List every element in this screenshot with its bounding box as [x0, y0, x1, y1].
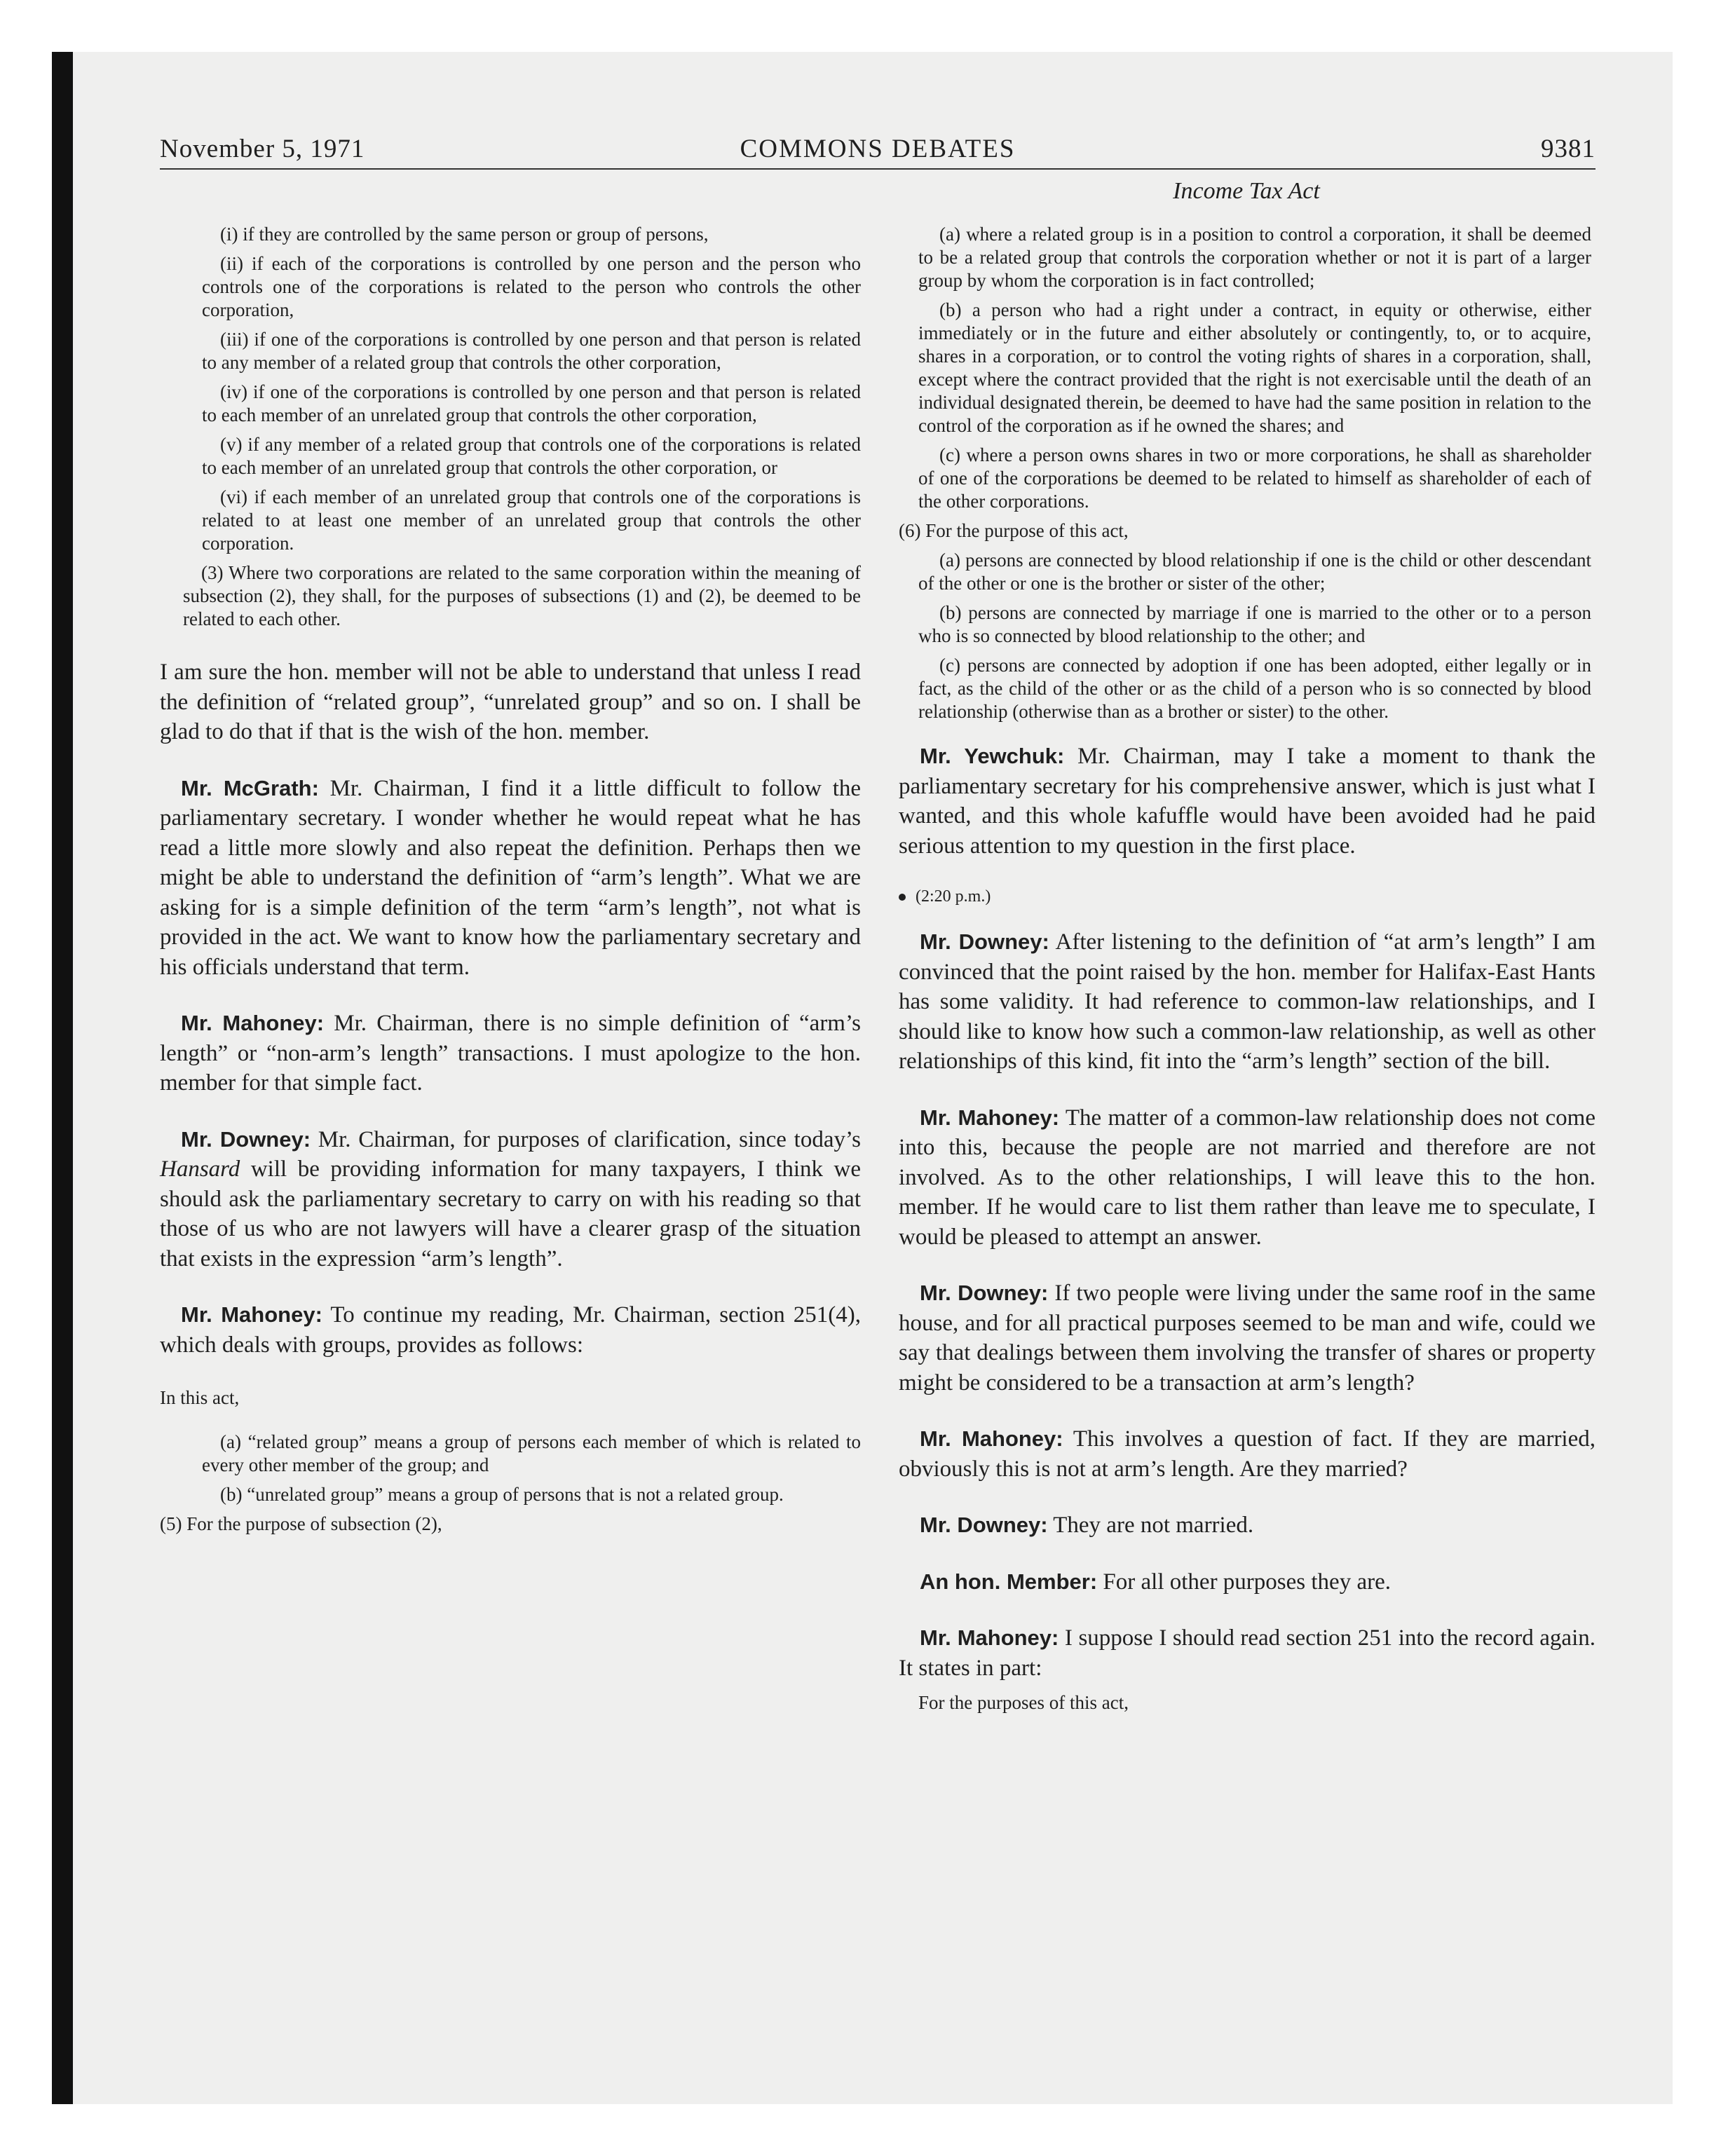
- speech-text: Mr. Chairman, I find it a little difficult to follow the parliamentary secretary. I wonder whether he would repeat what he has read a little more slowly and also repeat the definition. Perhaps then we might be able to understand the definition of “arm’s length”. What we are asking for is a simple definition of the term “arm’s length”, not what is provided in the act. We want to know how the parliamentary secretary and his officials understand that term.: [160, 775, 862, 980]
- speech-text: will be providing information for many taxpayers, I think we should ask the parliamentary secretary to carry on with his reading so that those of us who are not lawyers will have a clearer grasp of the situation that exists in the expression “arm’s length”.: [160, 1157, 861, 1271]
- quote-clause-6b: (b) persons are connected by marriage if one is married to the other or to a person who is so connected by blood relationship to the other; and: [918, 602, 1591, 646]
- speech-paragraph: [899, 1623, 1595, 1683]
- quote-subsection-5: (5) For the purpose of subsection (2),: [160, 1513, 442, 1534]
- speaker-name: Mr. Mahoney:: [920, 1426, 1063, 1451]
- speaker-name: Mr. Mahoney:: [181, 1011, 325, 1035]
- left-column: [160, 223, 861, 1542]
- speech-paragraph: [899, 927, 1595, 1077]
- speech-paragraph: [160, 774, 861, 983]
- speaker-name: Mr. Downey:: [181, 1126, 311, 1152]
- scan-edge: [52, 52, 73, 2104]
- speaker-name: Mr. Downey:: [920, 929, 1049, 954]
- quote-clause-ii: (ii) if each of the corporations is controlled by one person and the person who controls one of the corporations is related to the person who controls the other corporation,: [202, 253, 861, 320]
- speech-text: The matter of a common-law relationship does not come into this, because the people are not married and therefore are not involved. As to the other relationships, I will leave this to the hon. member. If he would care to list them rather than leave me to speculate, I would be pleased to attempt an answer.: [899, 1105, 1595, 1250]
- speaker-name: An hon. Member:: [920, 1569, 1098, 1594]
- speaker-name: Mr. McGrath:: [181, 775, 319, 800]
- speech-text: Mr. Chairman, there is no simple definition of “arm’s length” or “non-arm’s length” transactions. I must apologize to the hon. member for that simple fact.: [160, 1011, 861, 1096]
- running-subject: Income Tax Act: [1173, 178, 1320, 204]
- quote-clause-c: (c) where a person owns shares in two or more corporations, he shall as shareholder of one of the corporations be deemed to be related to himself as shareholder of each of the other corporations.: [918, 444, 1591, 512]
- speech-text: This involves a question of fact. If they are married, obviously this is not at arm’s length. Are they married?: [899, 1426, 1595, 1482]
- quote-clause-vi: (vi) if each member of an unrelated group that controls one of the corporations is related to at least one member of an unrelated group that controls the other corporation.: [202, 486, 861, 554]
- speech-text: They are not married.: [1053, 1513, 1254, 1538]
- speech-paragraph: [160, 1009, 861, 1098]
- quote-clause-6c: (c) persons are connected by adoption if one has been adopted, either legally or in fact, as the child of the other or as the child of a person who is so connected by blood relationship (otherwise than as a brother or sister) to the other.: [918, 655, 1591, 722]
- header-page-number: 9381: [1541, 135, 1595, 163]
- quote-clause-b: (b) a person who had a right under a contract, in equity or otherwise, either immediately or in the future and either absolutely or contingently, to, or to acquire, shares in a corporation, or to control the voting rights of shares in a corporation, shall, except where the contract provided that the right is not exercisable until the death of an individual designated therein, be deemed to have had the same position in relation to the control of the corporation as if he owned the shares; and: [918, 299, 1591, 436]
- header-title: COMMONS DEBATES: [740, 135, 1016, 163]
- quote-definition-b: (b) “unrelated group” means a group of persons that is not a related group.: [220, 1484, 784, 1505]
- bullet-icon: [899, 894, 906, 901]
- speech-text: After listening to the definition of “at arm’s length” I am convinced that the point raised by the hon. member for Halifax-East Hants has some validity. It had reference to common-law relationships, and I should like to know how such a common-law relationship, as well as other relationships of this kind, fit into the “arm’s length” section of the bill.: [899, 929, 1595, 1074]
- speech-text: Mr. Chairman, may I take a moment to thank the parliamentary secretary for his comprehensive answer, which is just what I wanted, and this whole kafuffle would have been avoided had he paid serious attention to my question in the first place.: [899, 744, 1595, 859]
- speech-paragraph: I am sure the hon. member will not be able to understand that unless I read the definition of “related group”, “unrelated group” and so on. I shall be glad to do that if that is the wish of the hon. member.: [160, 660, 861, 744]
- publication-title: Hansard: [160, 1157, 240, 1182]
- speech-paragraph: [160, 1300, 861, 1360]
- speech-text: If two people were living under the same roof in the same house, and for all practical purposes seemed to be man and wife, could we say that dealings between them involving the transfer of shares or property might be considered to be a transaction at arm’s length?: [899, 1281, 1595, 1396]
- speech-text: For all other purposes they are.: [1103, 1569, 1391, 1595]
- quote-clause-6a: (a) persons are connected by blood relationship if one is the child or other descendant of the other or one is the brother or sister of the other;: [918, 550, 1591, 594]
- speech-paragraph: [160, 1125, 861, 1274]
- speaker-name: Mr. Downey:: [920, 1513, 1048, 1537]
- timestamp: [899, 887, 1595, 906]
- speaker-name: Mr. Mahoney:: [181, 1302, 322, 1327]
- right-column: [899, 223, 1595, 1721]
- speech-text: Mr. Chairman, for purposes of clarification, since today’s: [318, 1126, 861, 1152]
- speech-paragraph: [899, 1567, 1595, 1597]
- timestamp-text: (2:20 p.m.): [916, 887, 991, 906]
- speech-paragraph: [899, 742, 1595, 861]
- quote-clause-v: (v) if any member of a related group that controls one of the corporations is related to each member of an unrelated group that controls the other corporation, or: [202, 434, 861, 478]
- speech-paragraph: [899, 1424, 1595, 1484]
- quote-clause-iv: (iv) if one of the corporations is controlled by one person and that person is related to each member of an unrelated group that controls the other corporation,: [202, 381, 861, 425]
- speaker-name: Mr. Yewchuk:: [920, 744, 1065, 768]
- speaker-name: Mr. Mahoney:: [920, 1625, 1059, 1650]
- page-header: [160, 132, 1595, 170]
- quote-definition-a: (a) “related group” means a group of persons each member of which is related to every other member of the group; and: [202, 1431, 861, 1475]
- quote-clause-a: (a) where a related group is in a position to control a corporation, it shall be deemed to be a related group that controls the corporation whether or not it is part of a larger group by whom the corporation is in fact controlled;: [918, 224, 1591, 291]
- speech-paragraph: [899, 1510, 1595, 1541]
- quote-intro: In this act,: [160, 1387, 240, 1408]
- speech-paragraph: [899, 1103, 1595, 1253]
- quote-intro: For the purposes of this act,: [918, 1692, 1129, 1713]
- header-date: November 5, 1971: [160, 135, 365, 163]
- speech-text: To continue my reading, Mr. Chairman, section 251(4), which deals with groups, provides as follows:: [160, 1302, 861, 1358]
- speech-paragraph: [899, 1278, 1595, 1398]
- quote-clause-iii: (iii) if one of the corporations is controlled by one person and that person is related to any member of a related group that controls the other corporation,: [202, 329, 861, 373]
- quote-clause-i: (i) if they are controlled by the same person or group of persons,: [220, 224, 709, 245]
- speaker-name: Mr. Downey:: [920, 1281, 1049, 1305]
- speaker-name: Mr. Mahoney:: [920, 1105, 1060, 1130]
- speech-text: I suppose I should read section 251 into the record again. It states in part:: [899, 1625, 1596, 1681]
- quote-subsection-6: (6) For the purpose of this act,: [899, 520, 1129, 541]
- quote-subsection-3: (3) Where two corporations are related to the same corporation within the meaning of subsection (2), they shall, for the purposes of subsections (1) and (2), be deemed to be related to each other.: [183, 562, 861, 629]
